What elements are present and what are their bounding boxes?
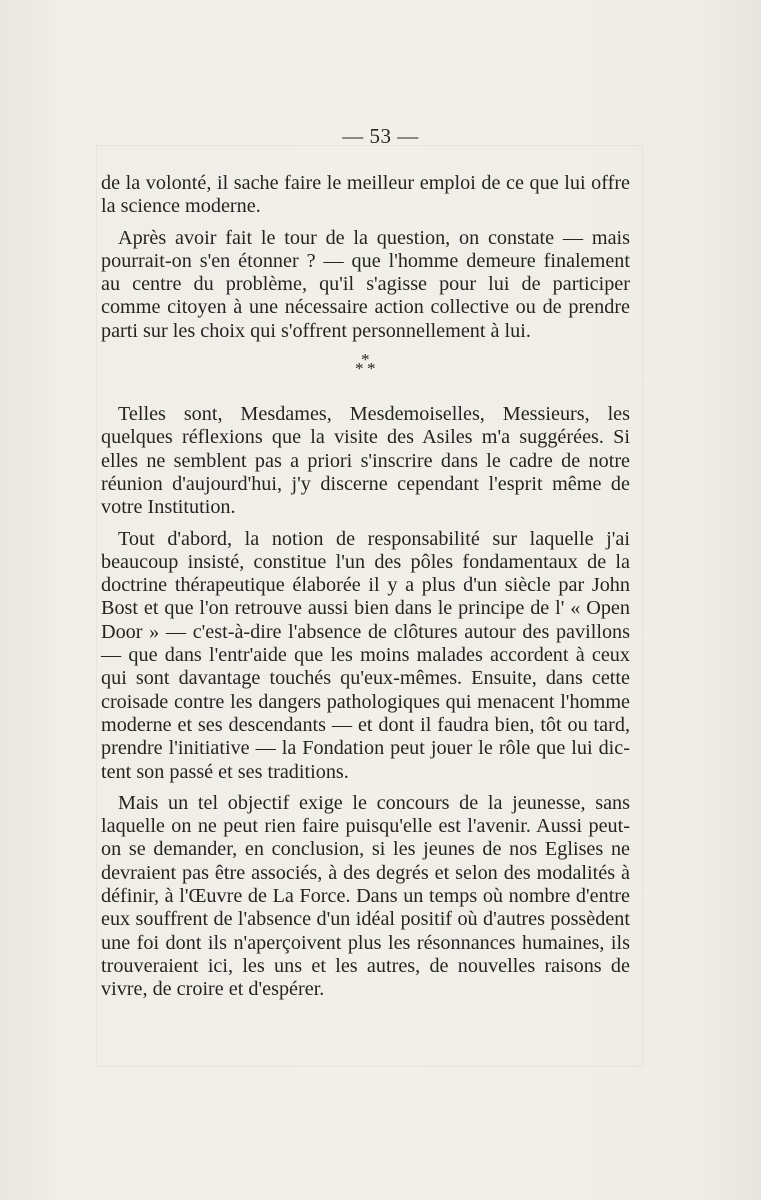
page-number: — 53 — xyxy=(342,124,419,148)
paragraph: Telles sont, Mesdames, Mesdemoiselles, Messieurs, les quelques réflexions que la visite des Asiles m'a suggérées. Si elles ne semblent pas a priori s'inscrire dans le cadre de notre réunion d'aujourd'hui, j'y discerne cependant l'esprit même de votre Institution. xyxy=(101,403,630,519)
paragraph: Mais un tel objectif exige le concours de la jeunesse, sans laquelle on ne peut rien faire puisqu'elle est l'avenir. Aussi peut-on se demander, en conclusion, si les jeunes de nos Eglises ne devraient pas être associés, à des degrés et selon des modalités à définir, à l'Œuvre de La Force. Dans un temps où nombre d'entre eux souffrent de l'absence d'un idéal positif où d'autres possèdent une foi dont ils n'aperçoivent plus les résonnances humaines, ils trouveraient ici, les uns et les autres, de nouvelles raisons de vivre, de croire et d'espérer. xyxy=(101,791,630,1001)
asterism-divider: * * * xyxy=(355,350,376,379)
paragraph: Après avoir fait le tour de la question, on constate — mais pourrait-on s'en étonner ? — que l'homme demeure finalement au centre du problème, qu'il s'agisse pour lui de participer comme citoyen à une nécessaire action collective ou de prendre parti sur les choix qui s'offrent personnellement à lui. xyxy=(101,226,630,342)
paragraph: Tout d'abord, la notion de responsabilité sur laquelle j'ai beaucoup insisté, constitue l'un des pôles fondamentaux de la doctrine thérapeutique élaborée il y a plus d'un siècle par John Bost et que l'on retrouve aussi bien dans le principe de l' « Open Door » — c'est-à-dire l'absence de clôtures autour des pavillons — que dans l'entr'aide que les moins malades accordent à ceux qui sont davantage touchés qu'eux-mêmes. Ensuite, dans cette croisade contre les dangers pathologiques qui menacent l'homme moderne et ses descendants — et dont il faudra bien, tôt ou tard, prendre l'initiative — la Fondation peut jouer le rôle que lui dictent son passé et ses traditions. xyxy=(101,527,630,783)
paragraph-continuation: de la volonté, il sache faire le meilleur emploi de ce que lui offre la science moderne. xyxy=(101,172,630,218)
body-text xyxy=(101,172,630,1002)
